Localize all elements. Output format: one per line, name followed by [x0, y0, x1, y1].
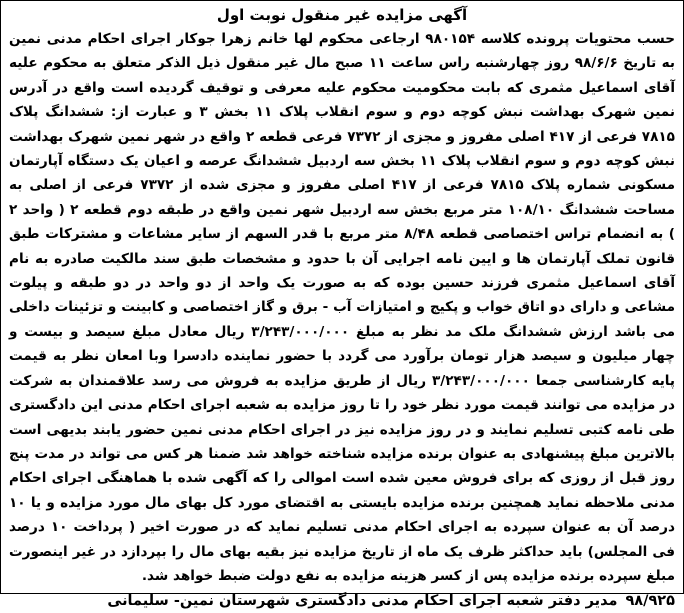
notice-footer: [9, 589, 675, 613]
notice-body: حسب محتویات پرونده کلاسه ۹۸۰۱۵۴ ارجاعی محکوم لها خانم زهرا جوکار اجرای احکام مدنی نمین به تاریخ ۹۸/۶/۶ روز چهارشنبه راس ساعت ۱۱ صبح مال غیر منقول ذیل الذکر متعلق به محکوم علیه آقای اسماعیل مثمری که بابت محکومیت محکوم علیه معرفی و توقیف گردیده است واقع در آدرس نمین شهرک بهداشت نبش کوچه دوم و سوم انقلاب پلاک ۱۱ بخش ۳ و عبارت از: ششدانگ پلاک ۷۸۱۵ فرعی از ۴۱۷ اصلی مفروز و مجزی از ۷۳۷۲ فرعی قطعه ۲ واقع در شهر نمین شهرک بهداشت نبش کوچه دوم و سوم انقلاب پلاک ۱۱ بخش سه اردبیل ششدانگ عرصه و اعیان یک دستگاه آپارتمان مسکونی شماره پلاک ۷۸۱۵ فرعی از ۴۱۷ اصلی مفروز و مجزی شده از ۷۳۷۲ فرعی از اصلی به مساحت ششدانگ ۱۰۸/۱۰ متر مربع بخش سه اردبیل شهر نمین واقع در طبقه دوم قطعه ۲ ( واحد ۲ ) به انضمام تراس اختصاصی قطعه ۸/۴۸ متر مربع با قدر السهم از سایر مشاعات و مشترکات طبق قانون تملک آپارتمان ها و ایین نامه اجرایی آن با حدود و مشخصات طبق سند مالکیت صادره به نام آقای اسماعیل مثمری فرزند حسین بوده که به صورت یک واحد از دو واحد در دو طبقه و پیلوت مشاعی و دارای دو اتاق خواب و پکیج و امتیازات آب - برق و گاز اختصاصی و کابینت و تزئینات داخلی می باشد ارزش ششدانگ ملک مد نظر به مبلغ ۳/۲۴۳/۰۰۰/۰۰۰ ریال معادل مبلغ سیصد و بیست و چهار میلیون و سیصد هزار تومان برآورد می گردد با حضور نماینده دادسرا وبا امعان نظر به قیمت پایه کارشناسی جمعا ۳/۲۴۳/۰۰۰/۰۰۰ ریال از طریق مزایده به فروش می رسد علاقمندان به شرکت در مزایده می توانند قیمت مورد نظر خود را تا روز مزایده به شعبه اجرای احکام مدنی این دادگستری طی نامه کتبی تسلیم نمایند و در روز مزایده نیز در اجرای احکام مدنی نمین حضور یابند بدیهی است بالاترین مبلغ پیشنهادی به عنوان برنده مزایده شناخته خواهد شد ضمنا هر کس می تواند در مدت پنج روز قبل از روزی که برای فروش معین شده است اموالی را که آگهی شده با هماهنگی اجرای احکام مدنی ملاحظه نماید همچنین برنده مزایده بایستی به اقتضای مورد کل بهای مال مورد مزایده و یا ۱۰ درصد آن به عنوان سپرده به اجرای احکام مدنی تسلیم نماید که در صورت اخیر ( پرداخت ۱۰ درصد فی المجلس) باید حداکثر ظرف یک ماه از تاریخ مزایده نیز بقیه بهای مال را بپردازد در غیر اینصورت مبلغ سپرده برنده مزایده پس از کسر هزینه مزایده به نفع دولت ضبط خواهد شد.: [9, 31, 676, 584]
notice-code: ۹۸/۹۲۵: [625, 593, 675, 610]
notice-title: آگهی مزایده غیر منقول نوبت اول: [216, 6, 468, 24]
notice-signature: مدیر دفتر شعبه اجرای احکام مدنی دادگستری شهرستان نمین- سلیمانی: [107, 593, 618, 610]
